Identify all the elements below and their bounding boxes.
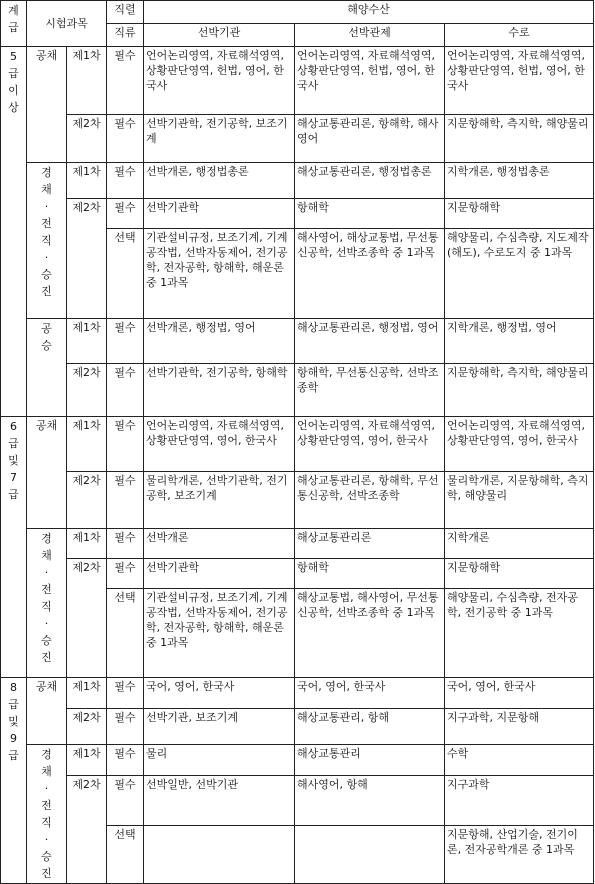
cell-ship-control: 언어논리영역, 자료해석영역, 상황판단영역, 영어, 한국사 [295,417,445,472]
round-label: 제2차 [67,115,107,163]
cell-ship-control: 해상교통관리론, 항해학, 해사영어 [295,115,445,163]
kind-label: 선택 [107,589,144,678]
cell-ship-control: 해상교통관리론, 항해학, 무선통신공학, 선박조종학 [295,472,445,529]
cell-ship-control: 해상교통법, 해사영어, 무선통신공학, 선박조종학 중 1과목 [295,589,445,678]
grade-5: 5급이상 [1,47,27,417]
kind-label: 필수 [107,709,144,745]
header-col-ship-control: 선박관제 [295,24,445,47]
header-subject: 시험과목 [27,1,107,47]
cell-hydrography: 지문항해학, 측지학, 해양물리 [445,364,594,417]
cell-ship-engine: 물리학개론, 선박기관학, 전기공학, 보조기계 [144,472,295,529]
cell-ship-engine: 선박기관학, 전기공학, 항해학 [144,364,295,417]
recruit-type: 공승 [27,319,67,417]
kind-label: 필수 [107,529,144,559]
cell-hydrography: 국어, 영어, 한국사 [445,678,594,709]
exam-subjects-table-lower [0,416,594,884]
recruit-type: 공채 [27,47,67,163]
cell-ship-engine: 선박기관학, 전기공학, 보조기계 [144,115,295,163]
kind-label: 필수 [107,678,144,709]
round-label: 제1차 [67,745,107,776]
cell-ship-control: 해상교통관리 [295,745,445,776]
cell-ship-control: 해상교통관리, 항해 [295,709,445,745]
header-col-hydrography: 수로 [445,24,594,47]
kind-label: 선택 [107,229,144,319]
cell-ship-engine: 물리 [144,745,295,776]
round-label: 제1차 [67,319,107,364]
cell-ship-control: 해상교통관리론 [295,529,445,559]
round-label: 제2차 [67,472,107,529]
cell-ship-engine: 언어논리영역, 자료해석영역, 상황판단영역, 영어, 한국사 [144,417,295,472]
cell-ship-control: 언어논리영역, 자료해석영역, 상황판단영역, 헌법, 영어, 한국사 [295,47,445,115]
cell-ship-engine: 기관설비규정, 보조기계, 기계공작법, 선박자동제어, 전기공학, 전자공학, 항해학, 해운론 중 1과목 [144,229,295,319]
cell-hydrography: 언어논리영역, 자료해석영역, 상황판단영역, 헌법, 영어, 한국사 [445,47,594,115]
round-label: 제1차 [67,163,107,199]
round-label: 제1차 [67,47,107,115]
cell-ship-engine: 언어논리영역, 자료해석영역, 상황판단영역, 헌법, 영어, 한국사 [144,47,295,115]
cell-hydrography: 언어논리영역, 자료해석영역, 상황판단영역, 영어, 한국사 [445,417,594,472]
header-grade: 계급 [1,1,27,47]
header-col-ship-engine: 선박기관 [144,24,295,47]
cell-ship-engine: 선박개론, 행정법, 영어 [144,319,295,364]
cell-hydrography: 지구과학 [445,776,594,826]
cell-ship-control [295,826,445,884]
recruit-type: 경채·전직·승진 [27,745,67,884]
cell-ship-control: 항해학 [295,199,445,229]
recruit-type: 경채·전직·승진 [27,529,67,678]
cell-ship-engine: 선박일반, 선박기관 [144,776,295,826]
cell-hydrography: 해양물리, 수심측량, 전자공학, 전기공학 중 1과목 [445,589,594,678]
cell-ship-engine: 국어, 영어, 한국사 [144,678,295,709]
cell-ship-engine: 선박개론, 행정법총론 [144,163,295,199]
exam-subjects-table [0,0,594,417]
cell-ship-control: 해상교통관리론, 행정법총론 [295,163,445,199]
round-label: 제2차 [67,709,107,745]
kind-label: 필수 [107,559,144,589]
recruit-type: 공채 [27,417,67,529]
kind-label: 필수 [107,776,144,826]
kind-label: 필수 [107,472,144,529]
round-label: 제1차 [67,678,107,709]
cell-hydrography: 지문항해, 산업기술, 전기이론, 전자공학개론 중 1과목 [445,826,594,884]
cell-ship-engine: 선박기관학 [144,559,295,589]
header-series-label: 직렬 [107,1,144,24]
kind-label: 필수 [107,319,144,364]
kind-label: 필수 [107,115,144,163]
grade-6-7: 6급및7급 [1,417,27,678]
cell-ship-engine: 선박개론 [144,529,295,559]
round-label: 제2차 [67,364,107,417]
cell-hydrography: 수학 [445,745,594,776]
cell-hydrography: 지학개론, 행정법총론 [445,163,594,199]
kind-label: 필수 [107,417,144,472]
cell-ship-control: 해사영어, 항해 [295,776,445,826]
grade-8-9: 8급및9급 [1,678,27,884]
recruit-type: 공채 [27,678,67,745]
kind-label: 필수 [107,163,144,199]
round-label: 제2차 [67,776,107,884]
cell-ship-control: 항해학, 무선통신공학, 선박조종학 [295,364,445,417]
round-label: 제2차 [67,199,107,319]
round-label: 제1차 [67,529,107,559]
kind-label: 필수 [107,364,144,417]
recruit-type: 경채·전직·승진 [27,163,67,319]
cell-hydrography: 지학개론, 행정법, 영어 [445,319,594,364]
cell-hydrography: 지구과학, 지문항해 [445,709,594,745]
cell-hydrography: 지문항해학 [445,199,594,229]
kind-label: 필수 [107,47,144,115]
round-label: 제2차 [67,559,107,678]
header-group: 해양수산 [144,1,594,24]
kind-label: 선택 [107,826,144,884]
cell-ship-control: 국어, 영어, 한국사 [295,678,445,709]
cell-hydrography: 물리학개론, 지문항해학, 측지학, 해양물리 [445,472,594,529]
cell-ship-control: 해사영어, 해상교통법, 무선통신공학, 선박조종학 중 1과목 [295,229,445,319]
cell-hydrography: 해양물리, 수심측량, 지도제작(해도), 수로도지 중 1과목 [445,229,594,319]
kind-label: 필수 [107,199,144,229]
cell-ship-engine [144,826,295,884]
cell-ship-control: 항해학 [295,559,445,589]
cell-ship-engine: 선박기관학 [144,199,295,229]
cell-ship-engine: 선박기관, 보조기계 [144,709,295,745]
cell-ship-engine: 기관설비규정, 보조기계, 기계공작법, 선박자동제어, 전기공학, 전자공학, 항해학, 해운론 중 1과목 [144,589,295,678]
round-label: 제1차 [67,417,107,472]
cell-hydrography: 지문항해학 [445,559,594,589]
cell-hydrography: 지문항해학, 측지학, 해양물리 [445,115,594,163]
header-type-label: 직류 [107,24,144,47]
cell-ship-control: 해상교통관리론, 행정법, 영어 [295,319,445,364]
cell-hydrography: 지학개론 [445,529,594,559]
kind-label: 필수 [107,745,144,776]
